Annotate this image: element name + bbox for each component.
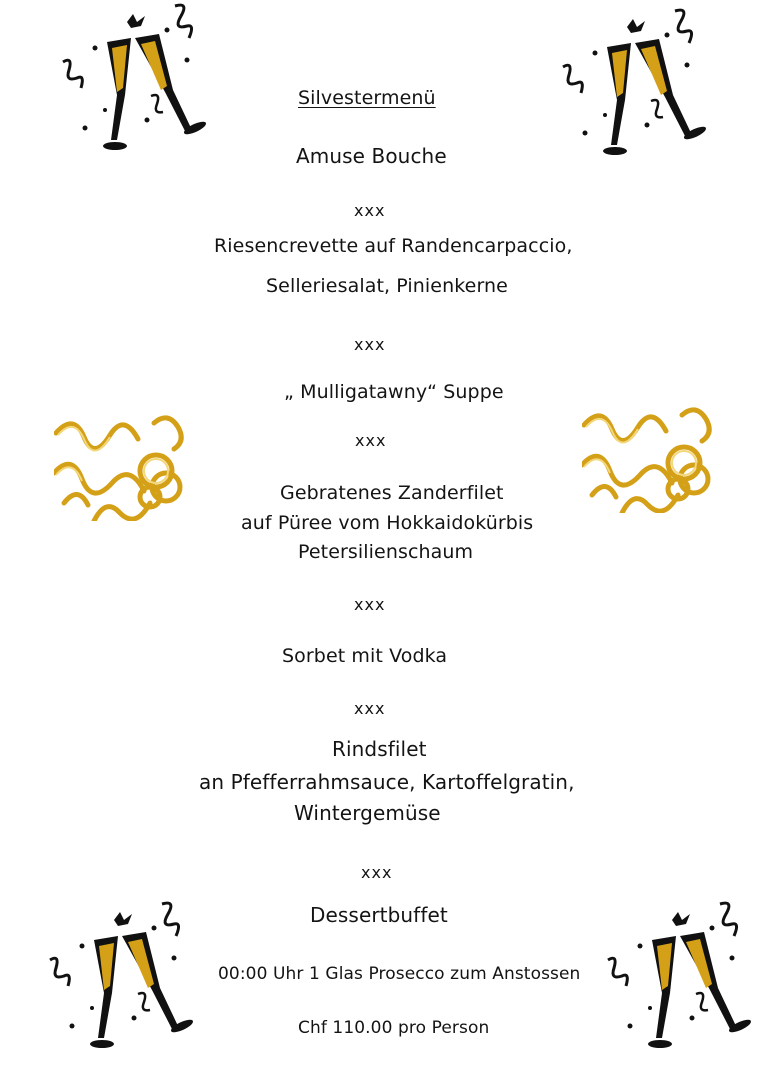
course-amuse-bouche: Amuse Bouche bbox=[296, 144, 447, 168]
separator: xxx bbox=[355, 431, 387, 450]
separator: xxx bbox=[354, 595, 386, 614]
course-crevette-line1: Riesencrevette auf Randencarpaccio, bbox=[214, 235, 573, 257]
champagne-toast-icon-top-right bbox=[555, 5, 715, 165]
course-rindsfilet-line2: an Pfefferrahmsauce, Kartoffelgratin, bbox=[199, 770, 575, 794]
champagne-toast-icon-bottom-right bbox=[600, 898, 760, 1058]
course-dessertbuffet: Dessertbuffet bbox=[310, 903, 448, 927]
course-zander-line2: auf Püree vom Hokkaidokürbis bbox=[241, 512, 534, 534]
course-rindsfilet-line1: Rindsfilet bbox=[332, 737, 427, 761]
separator: xxx bbox=[354, 201, 386, 220]
champagne-toast-icon-top-left bbox=[55, 0, 215, 160]
menu-title: Silvestermenü bbox=[298, 87, 436, 109]
gold-streamers-image-right bbox=[582, 405, 716, 513]
course-crevette-line2: Selleriesalat, Pinienkerne bbox=[266, 275, 508, 297]
course-zander-line3: Petersilienschaum bbox=[298, 541, 474, 563]
course-zander-line1: Gebratenes Zanderfilet bbox=[280, 482, 504, 504]
champagne-toast-icon-bottom-left bbox=[42, 898, 202, 1058]
midnight-prosecco: 00:00 Uhr 1 Glas Prosecco zum Anstossen bbox=[218, 964, 581, 984]
separator: xxx bbox=[354, 335, 386, 354]
price: Chf 110.00 pro Person bbox=[298, 1018, 490, 1038]
course-sorbet: Sorbet mit Vodka bbox=[282, 645, 448, 667]
separator: xxx bbox=[354, 699, 386, 718]
separator: xxx bbox=[361, 863, 393, 882]
course-soup: „ Mulligatawny“ Suppe bbox=[284, 381, 504, 403]
gold-streamers-image-left bbox=[54, 413, 188, 521]
course-rindsfilet-line3: Wintergemüse bbox=[294, 801, 441, 825]
